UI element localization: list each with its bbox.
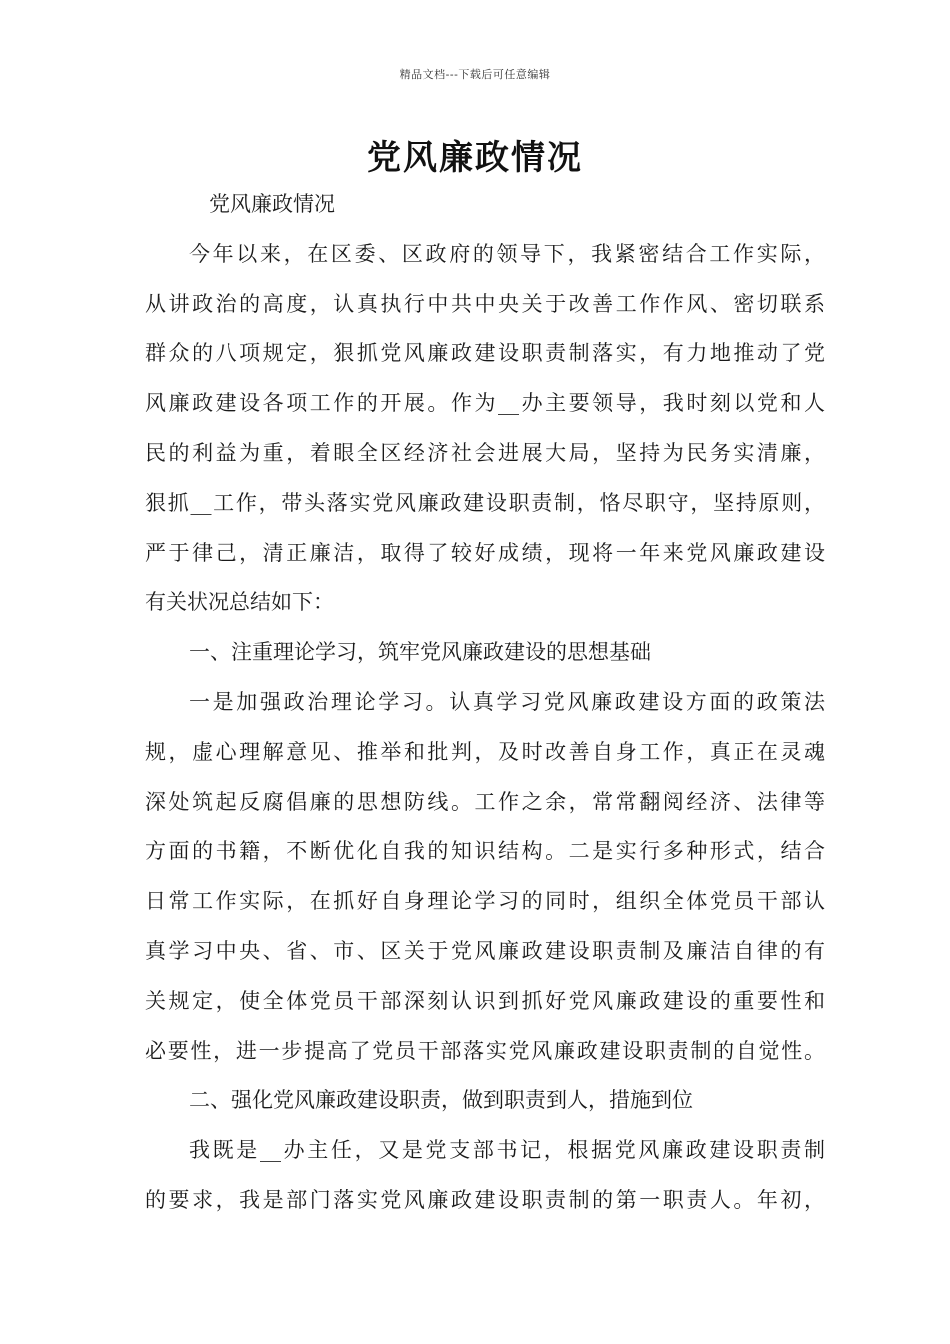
body-line: 一、注重理论学习，筑牢党风廉政建设的思想基础 bbox=[189, 640, 651, 665]
body-line: 狠抓__工作，带头落实党风廉政建设职责制，恪尽职守，坚持原则， bbox=[145, 490, 825, 515]
body-line: 风廉政建设各项工作的开展。作为__办主要领导，我时刻以党和人 bbox=[145, 391, 825, 416]
body-line: 方面的书籍，不断优化自我的知识结构。二是实行多种形式，结合 bbox=[145, 839, 825, 864]
document-body bbox=[145, 180, 825, 1226]
body-line: 从讲政治的高度，认真执行中共中央关于改善工作作风、密切联系 bbox=[145, 291, 825, 316]
body-line: 必要性，进一步提高了党员干部落实党风廉政建设职责制的自觉性。 bbox=[145, 1038, 825, 1063]
body-line: 的要求，我是部门落实党风廉政建设职责制的第一职责人。年初， bbox=[145, 1187, 825, 1212]
body-line: 日常工作实际，在抓好自身理论学习的同时，组织全体党员干部认 bbox=[145, 889, 825, 914]
body-line: 群众的八项规定，狠抓党风廉政建设职责制落实，有力地推动了党 bbox=[145, 341, 825, 366]
document-title: 党风廉政情况 bbox=[367, 138, 583, 178]
body-line: 有关状况总结如下： bbox=[145, 590, 334, 615]
body-line: 民的利益为重，着眼全区经济社会进展大局，坚持为民务实清廉， bbox=[145, 440, 825, 465]
body-line: 我既是__办主任，又是党支部书记，根据党风廉政建设职责制 bbox=[189, 1138, 825, 1163]
body-line: 今年以来，在区委、区政府的领导下，我紧密结合工作实际， bbox=[189, 241, 825, 266]
body-line: 深处筑起反腐倡廉的思想防线。工作之余，常常翻阅经济、法律等 bbox=[145, 789, 825, 814]
body-line: 关规定，使全体党员干部深刻认识到抓好党风廉政建设的重要性和 bbox=[145, 988, 825, 1013]
body-line: 规，虚心理解意见、推举和批判，及时改善自身工作，真正在灵魂 bbox=[145, 739, 825, 764]
body-line: 严于律己，清正廉洁，取得了较好成绩，现将一年来党风廉政建设 bbox=[145, 540, 825, 565]
body-line: 真学习中央、省、市、区关于党风廉政建设职责制及廉洁自律的有 bbox=[145, 938, 825, 963]
header-note: 精品文档---下载后可任意编辑 bbox=[399, 68, 551, 81]
body-line: 一是加强政治理论学习。认真学习党风廉政建设方面的政策法 bbox=[189, 689, 825, 714]
body-subtitle: 党风廉政情况 bbox=[209, 192, 335, 216]
body-line: 二、强化党风廉政建设职责，做到职责到人，措施到位 bbox=[189, 1088, 693, 1113]
